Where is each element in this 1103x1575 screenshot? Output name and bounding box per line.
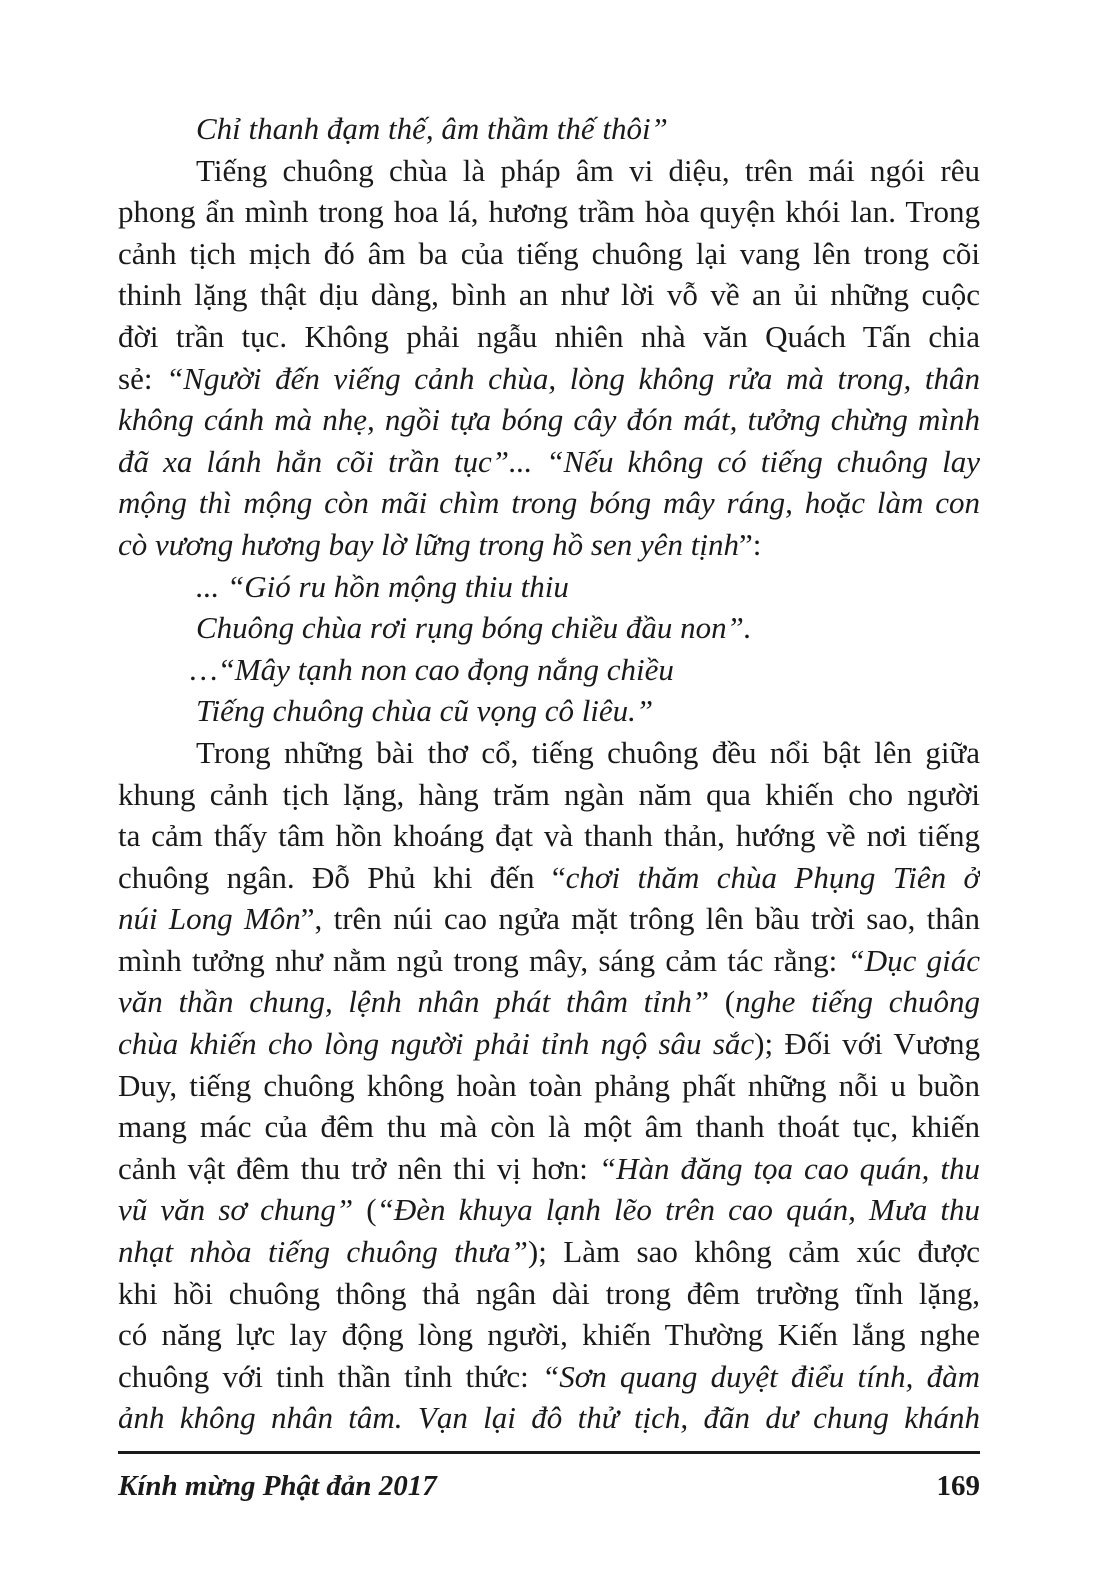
text-segment: Tiếng chuông chùa là pháp âm vi diệu, trên mái ngói rêu [196,152,980,188]
text-segment: “Dục giác [847,942,980,978]
text-segment: núi Long Môn [118,901,301,937]
text-line [118,358,980,400]
text-line [118,1065,980,1107]
text-segment: có năng lực lay động lòng người, khiến Thường Kiến lắng nghe [118,1317,980,1353]
text-segment: cảnh tịch mịch đó âm ba của tiếng chuông lại vang lên trong cõi [118,235,980,271]
text-segment: “Người đến viếng cảnh chùa, lòng không rửa mà trong, thân [166,360,980,396]
text-segment: Tiếng chuông chùa cũ vọng cô liêu.” [196,693,654,729]
text-segment: “Sơn quang duyệt điểu tính, đàm [541,1358,980,1394]
text-line [118,441,980,483]
text-line [118,1356,980,1398]
text-segment: mình tưởng như nằm ngủ trong mây, sáng cảm tác rằng: [118,942,848,978]
text-line [118,857,980,899]
page-footer [118,1466,980,1506]
text-segment: ta cảm thấy tâm hồn khoáng đạt và thanh thản, hướng về nơi tiếng [118,818,980,854]
text-line [118,1106,980,1148]
text-line [118,191,980,233]
text-segment: đời trần tục. Không phải ngẫu nhiên nhà văn Quách Tấn chia [118,318,980,354]
text-line [118,690,980,732]
text-line [118,108,980,150]
text-line [118,1314,980,1356]
text-line [118,815,980,857]
text-line [118,1189,980,1231]
text-line [118,1148,980,1190]
text-segment: văn thần chung, lệnh nhân phát thâm tỉnh” [118,984,710,1020]
text-segment: cò vương hương bay lờ lững trong hồ sen yên tịnh [118,526,739,562]
page-body [118,108,980,1439]
text-segment: cảnh vật đêm thu trở nên thi vị hơn: [118,1150,599,1186]
text-segment: ảnh không nhân tâm. Vạn lại đô thử tịch, đãn dư chung khánh [118,1400,980,1436]
text-segment: ( [709,984,736,1020]
text-segment: chơi thăm chùa Phụng Tiên ở [565,859,980,895]
text-line [118,1231,980,1273]
text-line [118,981,980,1023]
page-number: 169 [936,1470,980,1502]
text-line [118,940,980,982]
text-line [118,524,980,566]
text-segment: phong ẩn mình trong hoa lá, hương trầm hòa quyện khói lan. Trong [118,194,980,230]
text-line [118,898,980,940]
text-segment: ); Đối với Vương [754,1026,980,1062]
text-segment: không cánh mà nhẹ, ngồi tựa bóng cây đón mát, tưởng chừng mình [118,402,980,438]
text-segment: ( [353,1192,377,1228]
text-segment: thinh lặng thật dịu dàng, bình an như lời vỗ về an ủi những cuộc [118,277,980,313]
text-segment: sẻ: [118,360,167,396]
text-segment: Duy, tiếng chuông không hoàn toàn phảng phất những nỗi u buồn [118,1067,980,1103]
text-segment: …“Mây tạnh non cao đọng nắng chiều [190,651,674,687]
text-line [118,1023,980,1065]
text-line [118,732,980,774]
text-segment: ”: [738,526,762,562]
text-line [118,482,980,524]
text-segment: ); Làm sao không cảm xúc được [527,1234,980,1270]
text-segment: Chuông chùa rơi rụng bóng chiều đầu non”. [196,610,752,646]
text-segment: đã xa lánh hẳn cõi trần tục”... “Nếu không có tiếng chuông lay [118,443,980,479]
text-line [118,233,980,275]
text-line [118,316,980,358]
text-segment: mang mác của đêm thu mà còn là một âm thanh thoát tục, khiến [118,1109,980,1145]
text-line [118,150,980,192]
text-line [118,774,980,816]
footer-title: Kính mừng Phật đản 2017 [118,1470,437,1502]
text-line [118,607,980,649]
text-segment: Chỉ thanh đạm thế, âm thầm thế thôi” [196,111,668,146]
text-segment: “Hàn đăng tọa cao quán, thu [598,1150,980,1186]
text-segment: mộng thì mộng còn mãi chìm trong bóng mây ráng, hoặc làm con [118,485,980,521]
text-line [118,649,980,691]
text-segment: chùa khiến cho lòng người phải tỉnh ngộ sâu sắc [118,1026,755,1062]
text-segment: Trong những bài thơ cổ, tiếng chuông đều nổi bật lên giữa [196,734,980,770]
text-segment: “Đèn khuya lạnh lẽo trên cao quán, Mưa thu [376,1192,980,1228]
text-segment: nhạt nhòa tiếng chuông thưa” [118,1234,528,1270]
text-line [118,274,980,316]
text-line [118,1397,980,1439]
text-segment: chuông với tinh thần tỉnh thức: [118,1358,542,1394]
text-segment: ”, trên núi cao ngửa mặt trông lên bầu trời sao, thân [300,901,980,937]
text-segment: chuông ngân. Đỗ Phủ khi đến “ [118,859,566,895]
text-segment: nghe tiếng chuông [735,984,980,1020]
footer-rule [118,1451,980,1454]
text-segment: vũ văn sơ chung” [118,1192,354,1228]
text-segment: ... “Gió ru hồn mộng thiu thiu [196,568,569,604]
text-line [118,566,980,608]
text-line [118,399,980,441]
text-segment: khi hồi chuông thông thả ngân dài trong đêm trường tĩnh lặng, [118,1275,980,1311]
text-line [118,1273,980,1315]
text-segment: khung cảnh tịch lặng, hàng trăm ngàn năm qua khiến cho người [118,776,980,812]
